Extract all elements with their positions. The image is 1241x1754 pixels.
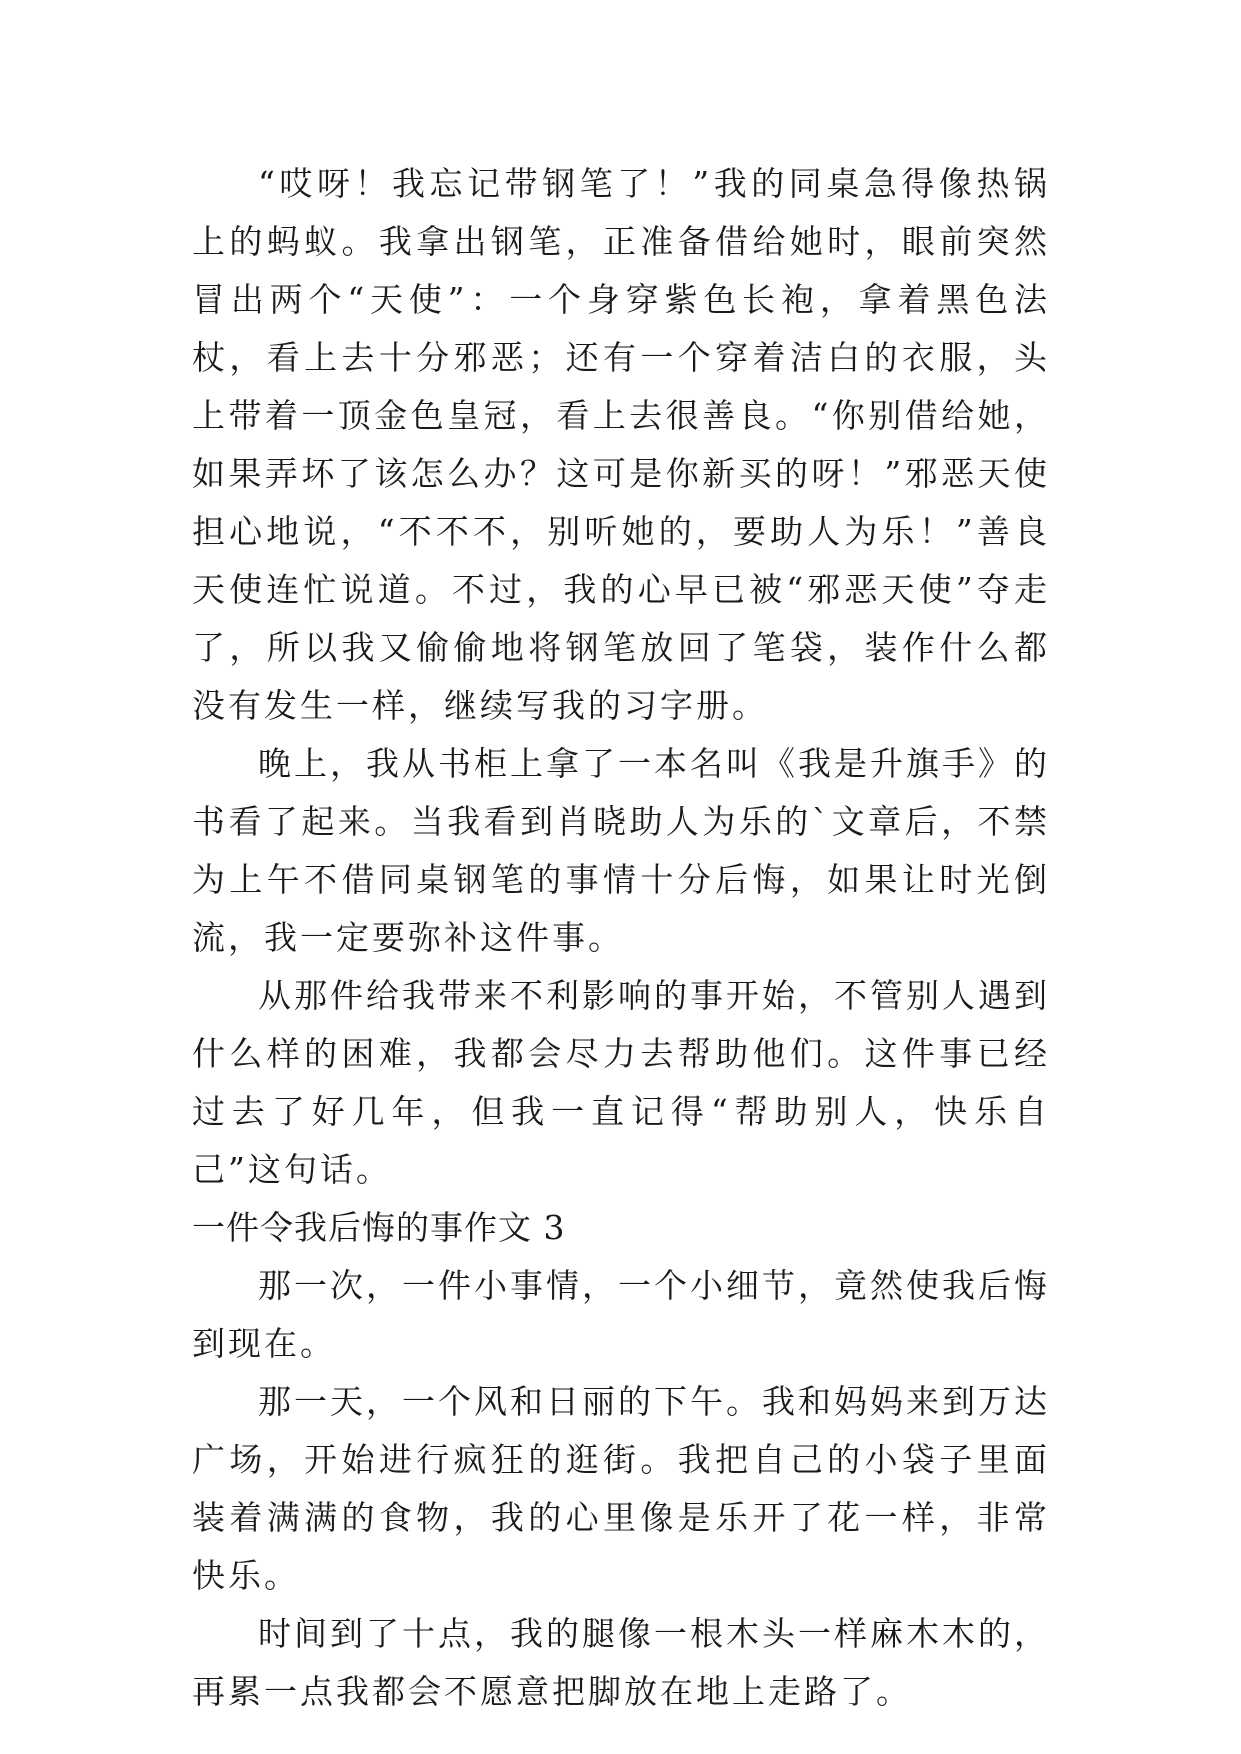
paragraph-1: “哎呀！我忘记带钢笔了！”我的同桌急得像热锅上的蚂蚁。我拿出钢笔，正准备借给她时，眼前突然冒出两个“天使”：一个身穿紫色长袍，拿着黑色法杖，看上去十分邪恶；还有一个穿着洁白的衣服，头上带着一顶金色皇冠，看上去很善良。“你别借给她，如果弄坏了该怎么办？这可是你新买的呀！”邪恶天使担心地说，“不不不，别听她的，要助人为乐！”善良天使连忙说道。不过，我的心早已被“邪恶天使”夺走了，所以我又偷偷地将钢笔放回了笔袋，装作什么都没有发生一样，继续写我的习字册。 xyxy=(192,164,1050,725)
paragraph-6: 时间到了十点，我的腿像一根木头一样麻木木的，再累一点我都会不愿意把脚放在地上走路了。 xyxy=(192,1614,1050,1711)
section-title: 一件令我后悔的事作文 3 xyxy=(192,1208,566,1247)
paragraph-4: 那一次，一件小事情，一个小细节，竟然使我后悔到现在。 xyxy=(192,1266,1050,1363)
paragraph-3: 从那件给我带来不利影响的事开始，不管别人遇到什么样的困难，我都会尽力去帮助他们。这件事已经过去了好几年，但我一直记得“帮助别人，快乐自己”这句话。 xyxy=(192,976,1050,1189)
document-body xyxy=(192,155,1050,1721)
paragraph-5: 那一天，一个风和日丽的下午。我和妈妈来到万达广场，开始进行疯狂的逛街。我把自己的小袋子里面装着满满的食物，我的心里像是乐开了花一样，非常快乐。 xyxy=(192,1382,1050,1595)
paragraph-2: 晚上，我从书柜上拿了一本名叫《我是升旗手》的书看了起来。当我看到肖晓助人为乐的`文章后，不禁为上午不借同桌钢笔的事情十分后悔，如果让时光倒流，我一定要弥补这件事。 xyxy=(192,744,1050,957)
